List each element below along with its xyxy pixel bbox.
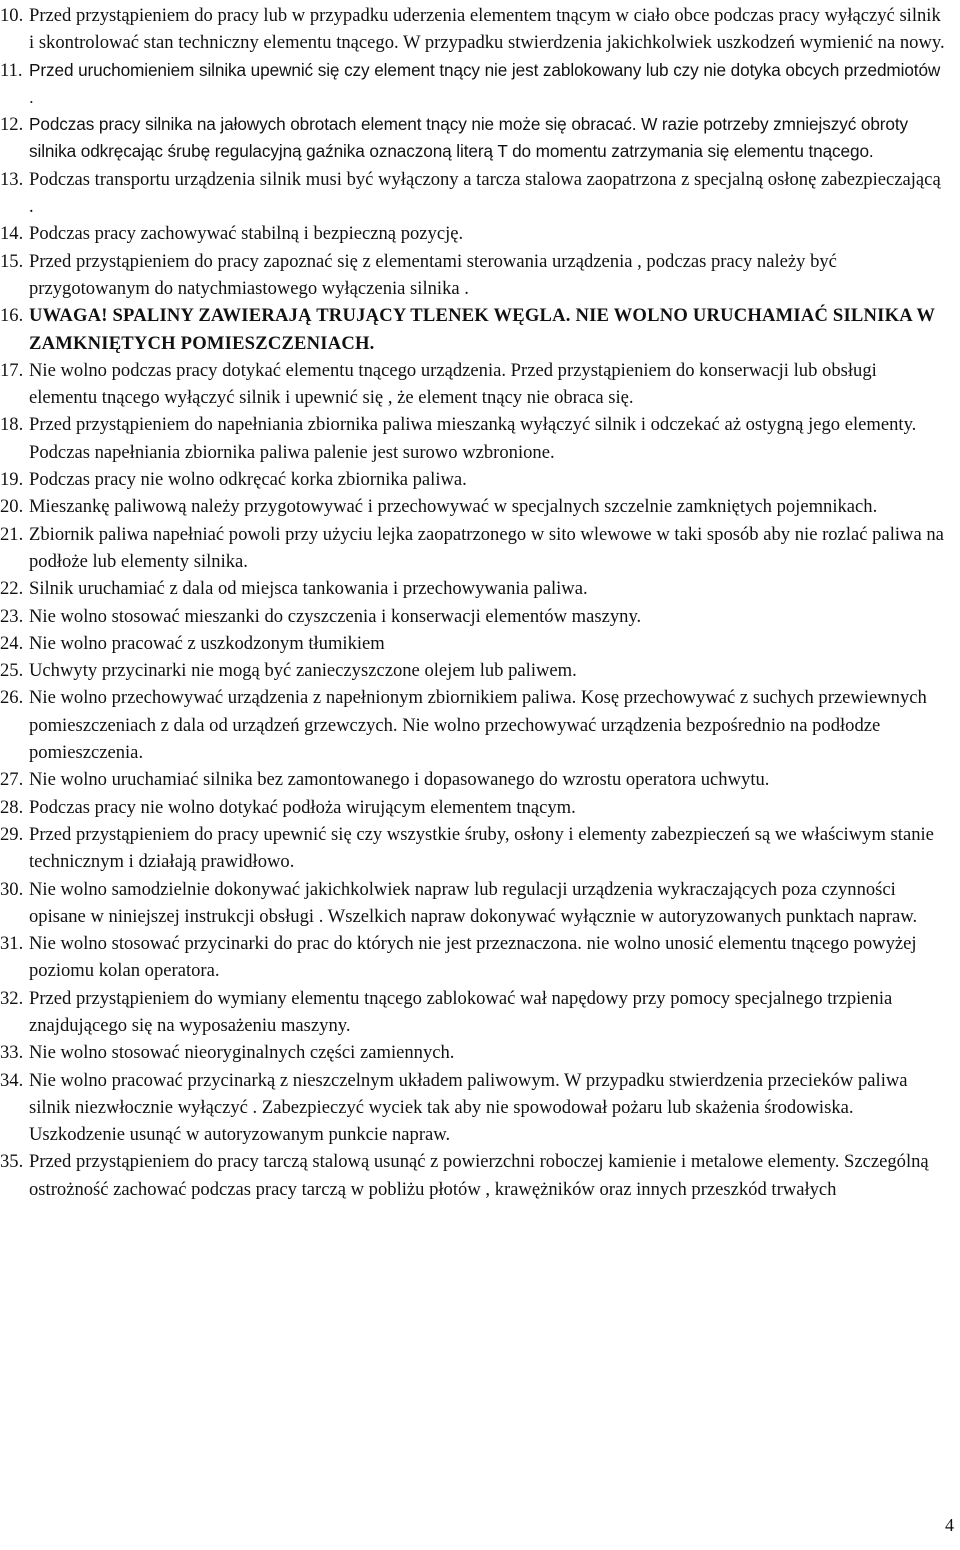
item-text: Przed przystąpieniem do napełniania zbiornika paliwa mieszanką wyłączyć silnik i odczekać aż ostygną jego elementy. Podczas napełniania zbiornika paliwa palenie jest surowo wzbronione. (29, 414, 917, 463)
item-number: 18. (0, 414, 24, 436)
item-text: Nie wolno uruchamiać silnika bez zamontowanego i dopasowanego do wzrostu operatora uchwytu. (29, 769, 770, 791)
item-number: 32. (0, 987, 24, 1009)
list-item (0, 220, 948, 247)
list-item (0, 521, 948, 576)
item-text: Silnik uruchamiać z dala od miejsca tankowania i przechowywania paliwa. (29, 578, 588, 600)
item-number: 25. (0, 660, 24, 682)
list-item (0, 930, 948, 985)
item-number: 28. (0, 796, 24, 818)
list-item (0, 411, 948, 466)
list-item (0, 821, 948, 876)
list-item (0, 657, 948, 684)
item-number: 17. (0, 359, 24, 381)
item-number: 16. (0, 305, 24, 327)
list-item (0, 466, 948, 493)
item-text: Mieszankę paliwową należy przygotowywać i przechowywać w specjalnych szczelnie zamkniętych pojemnikach. (29, 496, 878, 518)
item-text: Zbiornik paliwa napełniać powoli przy użyciu lejka zaopatrzonego w sito wlewowe w taki sposób aby nie rozlać paliwa na podłoże lub elementy silnika. (29, 523, 944, 572)
item-number: 19. (0, 469, 24, 491)
list-item (0, 493, 948, 520)
item-text: Podczas pracy nie wolno dotykać podłoża wirującym elementem tnącym. (29, 796, 576, 818)
list-item (0, 766, 948, 793)
item-number: 35. (0, 1151, 24, 1173)
list-item (0, 684, 948, 766)
safety-instructions-list (0, 2, 948, 1203)
item-text: UWAGA! SPALINY ZAWIERAJĄ TRUJĄCY TLENEK WĘGLA. NIE WOLNO URUCHAMIAĆ SILNIKA W ZAMKNIĘTYCH POMIESZCZENIACH. (29, 305, 935, 354)
list-item (0, 302, 948, 357)
list-item (0, 166, 948, 221)
item-number: 24. (0, 632, 24, 654)
item-text: Przed przystąpieniem do pracy lub w przypadku uderzenia elementem tnącym w ciało obce podczas pracy wyłączyć silnik i skontrolować stan techniczny elementu tnącego. W przypadku stwierdzenia jakichkolwiek uszkodzeń wymienić na nowy. (29, 5, 945, 54)
item-number: 10. (0, 5, 24, 26)
item-number: 30. (0, 878, 24, 900)
list-item (0, 985, 948, 1040)
item-text: Podczas pracy zachowywać stabilną i bezpieczną pozycję. (29, 223, 464, 245)
item-text: Przed przystąpieniem do pracy zapoznać się z elementami sterowania urządzenia , podczas pracy należy być przygotowanym do natychmiastowego wyłączenia silnika . (29, 250, 837, 299)
list-item (0, 57, 948, 112)
item-text: Przed przystąpieniem do pracy tarczą stalową usunąć z powierzchni roboczej kamienie i metalowe elementy. Szczególną ostrożność zachować podczas pracy tarczą w pobliżu płotów , krawężników oraz innych przeszkód trwałych (29, 1151, 929, 1200)
list-item (0, 2, 948, 57)
list-item (0, 794, 948, 821)
item-number: 27. (0, 769, 24, 791)
item-text: Przed uruchomieniem silnika upewnić się czy element tnący nie jest zablokowany lub czy nie dotyka obcych przedmiotów . (29, 59, 941, 107)
item-number: 21. (0, 523, 24, 545)
list-item (0, 575, 948, 602)
item-text: Podczas pracy silnika na jałowych obrotach element tnący nie może się obracać. W razie potrzeby zmniejszyć obroty silnika odkręcając śrubę regulacyjną gaźnika oznaczoną literą T do momentu zatrzymania się elementu tnącego. (29, 114, 909, 162)
item-text: Przed przystąpieniem do wymiany elementu tnącego zablokować wał napędowy przy pomocy specjalnego trzpienia znajdującego się na wyposażeniu maszyny. (29, 987, 893, 1036)
list-item (0, 603, 948, 630)
item-text: Nie wolno stosować mieszanki do czyszczenia i konserwacji elementów maszyny. (29, 605, 642, 627)
list-item (0, 111, 948, 166)
list-item (0, 357, 948, 412)
item-number: 15. (0, 250, 24, 272)
item-number: 14. (0, 223, 24, 245)
list-item (0, 1067, 948, 1149)
item-text: Przed przystąpieniem do pracy upewnić się czy wszystkie śruby, osłony i elementy zabezpieczeń są we właściwym stanie technicznym i działają prawidłowo. (29, 823, 934, 873)
item-text: Nie wolno pracować przycinarką z nieszczelnym układem paliwowym. W przypadku stwierdzenia przecieków paliwa silnik niezwłocznie wyłączyć . Zabezpieczyć wyciek tak aby nie spowodował pożaru lub skażenia środowiska. Uszkodzenie usunąć w autoryzowanym punkcie napraw. (29, 1069, 908, 1146)
item-number: 26. (0, 687, 24, 709)
page-number: 4 (945, 1515, 954, 1535)
item-text: Nie wolno przechowywać urządzenia z napełnionym zbiornikiem paliwa. Kosę przechowywać z suchych przewiewnych pomieszczeniach z dala od urządzeń grzewczych. Nie wolno przechowywać urządzenia bezpośrednio na podłodze pomieszczenia. (29, 687, 927, 764)
list-item (0, 1039, 948, 1066)
item-text: Podczas transportu urządzenia silnik musi być wyłączony a tarcza stalowa zaopatrzona z specjalną osłonę zabezpieczającą . (29, 168, 941, 218)
list-item (0, 876, 948, 931)
item-number: 20. (0, 496, 24, 518)
item-number: 12. (0, 114, 24, 136)
item-number: 33. (0, 1042, 24, 1064)
item-number: 23. (0, 605, 24, 627)
item-text: Podczas pracy nie wolno odkręcać korka zbiornika paliwa. (29, 469, 467, 491)
list-item (0, 630, 948, 657)
item-number: 29. (0, 823, 24, 845)
list-item (0, 1148, 948, 1203)
item-text: Nie wolno stosować nieoryginalnych części zamiennych. (29, 1042, 455, 1064)
item-text: Nie wolno pracować z uszkodzonym tłumikiem (29, 632, 385, 654)
item-number: 13. (0, 168, 24, 190)
item-number: 11. (0, 59, 23, 81)
item-text: Nie wolno stosować przycinarki do prac do których nie jest przeznaczona. nie wolno unosić elementu tnącego powyżej poziomu kolan operatora. (29, 933, 917, 982)
item-number: 31. (0, 933, 24, 955)
item-text: Uchwyty przycinarki nie mogą być zanieczyszczone olejem lub paliwem. (29, 660, 577, 682)
list-item (0, 248, 948, 303)
item-text: Nie wolno podczas pracy dotykać elementu tnącego urządzenia. Przed przystąpieniem do konserwacji lub obsługi elementu tnącego wyłączyć silnik i upewnić się , że element tnący nie obraca się. (29, 359, 877, 409)
item-number: 22. (0, 578, 24, 600)
item-text: Nie wolno samodzielnie dokonywać jakichkolwiek napraw lub regulacji urządzenia wykraczających poza czynności opisane w niniejszej instrukcji obsługi . Wszelkich napraw dokonywać wyłącznie w autoryzowanych punktach napraw. (29, 878, 918, 927)
item-number: 34. (0, 1069, 24, 1091)
